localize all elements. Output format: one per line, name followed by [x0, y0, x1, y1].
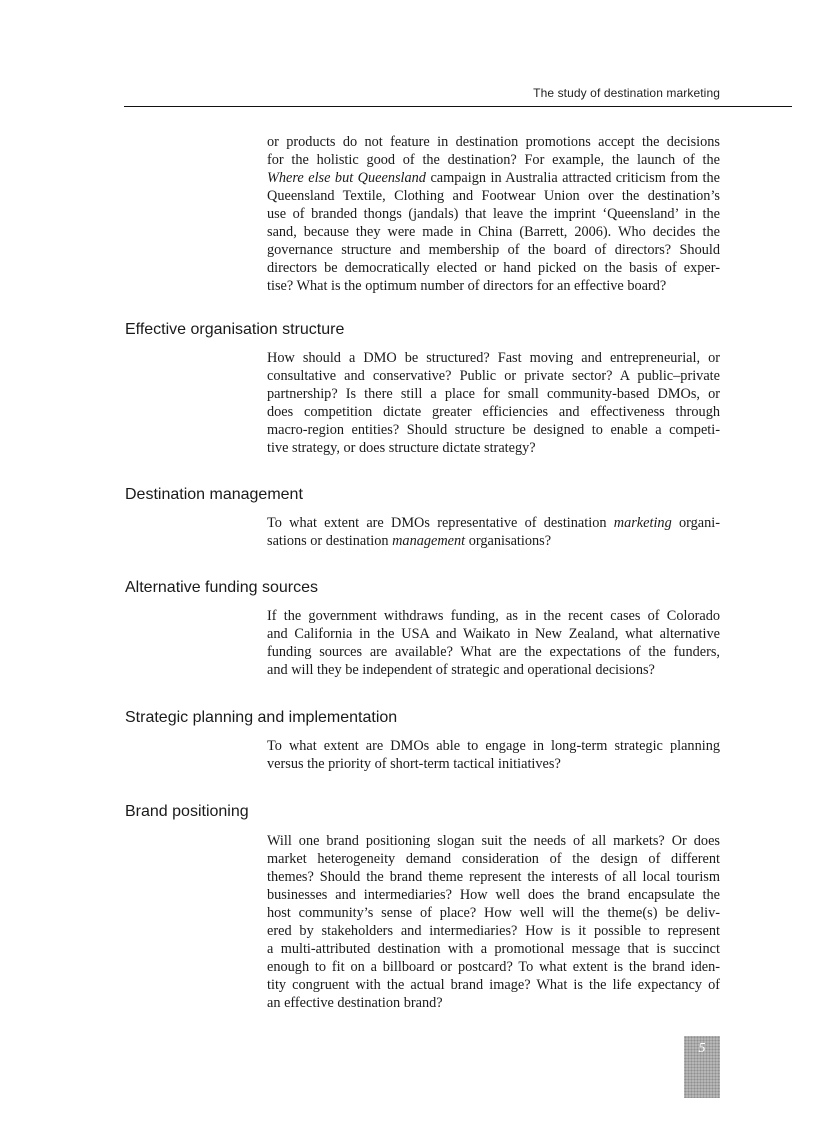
- paragraph-line: does competition dictate greater efficiencies and effectiveness through: [267, 404, 720, 420]
- intro-line: use of branded thongs (jandals) that leave the imprint ‘Queensland’ in the: [267, 206, 720, 222]
- section-paragraph: [267, 832, 720, 1012]
- paragraph-line: and will they be independent of strategic and operational decisions?: [267, 662, 655, 678]
- section-heading: Brand positioning: [125, 803, 249, 820]
- section-heading: Strategic planning and implementation: [125, 709, 398, 726]
- page-number: 5: [698, 1041, 706, 1056]
- paragraph-line: Will one brand positioning slogan suit the needs of all markets? Or does: [267, 833, 720, 849]
- intro-paragraph: [267, 133, 720, 295]
- intro-line: Where else but Queensland campaign in Australia attracted criticism from the: [267, 170, 721, 186]
- paragraph-line: a multi-attributed destination with a promotional message that is succinct: [267, 941, 720, 957]
- campaign-name: Where else but Queensland: [267, 170, 426, 186]
- paragraph-line: macro-region entities? Should structure be designed to enable a competi-: [267, 422, 720, 438]
- paragraph-line: sations or destination management organisations?: [267, 533, 552, 549]
- page-number-block: [684, 1036, 720, 1098]
- paragraph-line: funding sources are available? What are the expectations of the funders,: [267, 644, 720, 660]
- paragraph-line: consultative and conservative? Public or private sector? A public–private: [267, 368, 720, 384]
- header-rule: [124, 106, 792, 107]
- paragraph-line: themes? Should the brand theme represent the interests of all local tourism: [267, 869, 720, 885]
- paragraph-line: tity congruent with the actual brand image? What is the life expectancy of: [267, 977, 720, 993]
- section-heading: Effective organisation structure: [125, 321, 345, 338]
- section-heading: Destination management: [125, 486, 303, 503]
- section-paragraph: [267, 607, 720, 679]
- paragraph-line: market heterogeneity demand consideration of the design of different: [267, 851, 720, 867]
- paragraph-line: partnership? Is there still a place for small community-based DMOs, or: [267, 386, 720, 402]
- intro-line: for the holistic good of the destination? For example, the launch of the: [267, 152, 720, 168]
- paragraph-line: businesses and intermediaries? How well does the brand encapsulate the: [267, 887, 720, 903]
- paragraph-line: To what extent are DMOs representative of destination marketing organi-: [267, 515, 721, 531]
- section-heading: Alternative funding sources: [125, 579, 318, 596]
- section-paragraph: [267, 737, 720, 773]
- paragraph-line: enough to fit on a billboard or postcard? To what extent is the brand iden-: [267, 959, 720, 975]
- section-paragraph: [267, 514, 720, 550]
- paragraph-line: versus the priority of short-term tactical initiatives?: [267, 756, 561, 772]
- intro-line: directors be democratically elected or hand picked on the basis of exper-: [267, 260, 720, 276]
- paragraph-line: ered by stakeholders and intermediaries? How is it possible to represent: [267, 923, 720, 939]
- paragraph-line: an effective destination brand?: [267, 995, 443, 1011]
- paragraph-line: How should a DMO be structured? Fast moving and entrepreneurial, or: [267, 350, 720, 366]
- intro-line: or products do not feature in destination promotions accept the decisions: [267, 134, 720, 150]
- paragraph-line: tive strategy, or does structure dictate strategy?: [267, 440, 536, 456]
- paragraph-line: host community’s sense of place? How well will the theme(s) be deliv-: [267, 905, 720, 921]
- intro-line: tise? What is the optimum number of directors for an effective board?: [267, 278, 667, 294]
- intro-line: governance structure and membership of the board of directors? Should: [267, 242, 720, 258]
- paragraph-line: To what extent are DMOs able to engage in long-term strategic planning: [267, 738, 720, 754]
- running-head: The study of destination marketing: [533, 86, 720, 100]
- paragraph-line: If the government withdraws funding, as in the recent cases of Colorado: [267, 608, 720, 624]
- intro-line: Queensland Textile, Clothing and Footwear Union over the destination’s: [267, 188, 720, 204]
- section-paragraph: [267, 349, 720, 457]
- intro-line: sand, because they were made in China (Barrett, 2006). Who decides the: [267, 224, 720, 240]
- paragraph-line: and California in the USA and Waikato in New Zealand, what alternative: [267, 626, 720, 642]
